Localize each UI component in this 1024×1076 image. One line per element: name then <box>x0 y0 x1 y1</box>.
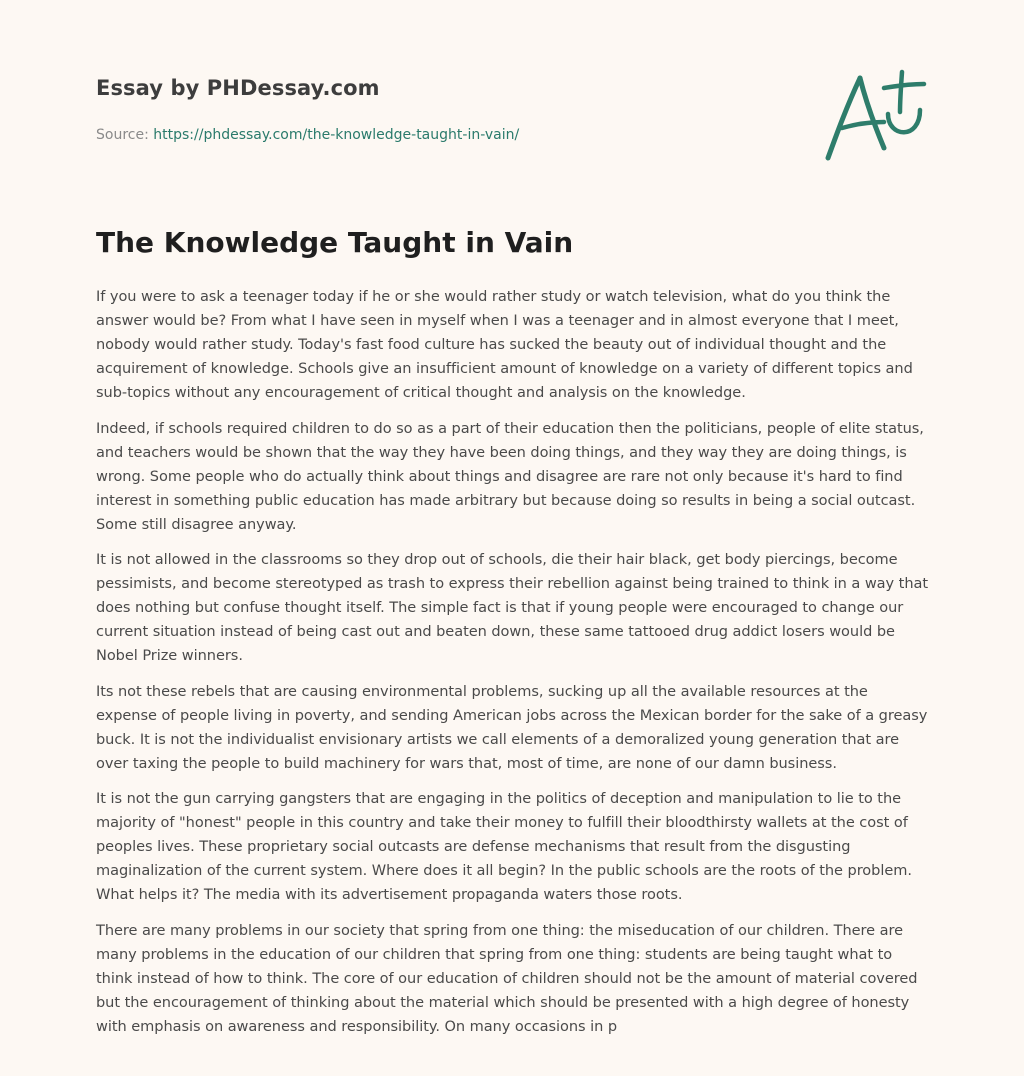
source-label: Source: <box>96 127 149 143</box>
a-plus-logo-icon <box>822 66 930 166</box>
essay-paragraph: It is not the gun carrying gangsters that are engaging in the politics of deception and manipulation to lie to the majority of "honest" people in this country and take their money to fulfill their bloodthirsty wallets at the cost of peoples lives. These proprietary social outcasts are defense mechanisms that result from the disgusting maginalization of the current system. Where does it all begin? In the public schools are the roots of the problem. What helps it? The media with its advertisement propaganda waters those roots. <box>96 790 912 903</box>
header <box>96 76 926 143</box>
essay-paragraph: There are many problems in our society that spring from one thing: the miseducation of our children. There are many problems in the education of our children that spring from one thing: students are being taught what to think instead of how to think. The core of our education of children should not be the amount of material covered but the encouragement of thinking about the material which should be presented with a high degree of honesty with emphasis on awareness and responsibility. On many occasions in p <box>96 921 918 1035</box>
essay-paragraph: If you were to ask a teenager today if he or she would rather study or watch television, what do you think the answer would be? From what I have seen in myself when I was a teenager and in almost everyone that I meet, nobody would rather study. Today's fast food culture has sucked the beauty out of individual thought and the acquirement of knowledge. Schools give an insufficient amount of knowledge on a variety of different topics and sub-topics without any encouragement of critical thought and analysis on the knowledge. <box>96 288 913 401</box>
site-brand: Essay by PHDessay.com <box>96 76 380 100</box>
source-line <box>96 127 926 143</box>
essay-paragraph: Its not these rebels that are causing environmental problems, sucking up all the available resources at the expense of people living in poverty, and sending American jobs across the Mexican border for the sake of a greasy buck. It is not the individualist envisionary artists we call elements of a demoralized young generation that are over taxing the people to build machinery for wars that, most of time, are none of our damn business. <box>96 682 928 772</box>
source-link[interactable]: https://phdessay.com/the-knowledge-taught-in-vain/ <box>153 127 520 143</box>
essay-body <box>96 285 932 1050</box>
essay-title: The Knowledge Taught in Vain <box>96 226 574 259</box>
essay-paragraph: It is not allowed in the classrooms so they drop out of schools, die their hair black, get body piercings, become pessimists, and become stereotyped as trash to express their rebellion against being trained to think in a way that does nothing but confuse thought itself. The simple fact is that if young people were encouraged to change our current situation instead of being cast out and beaten down, these same tattooed drug addict losers would be Nobel Prize winners. <box>96 551 929 664</box>
essay-paragraph: Indeed, if schools required children to do so as a part of their education then the politicians, people of elite status, and teachers would be shown that the way they have been doing things, and they way they are doing things, is wrong. Some people who do actually think about things and disagree are rare not only because it's hard to find interest in something public education has made arbitrary but because doing so results in being a social outcast. Some still disagree anyway. <box>96 419 924 533</box>
